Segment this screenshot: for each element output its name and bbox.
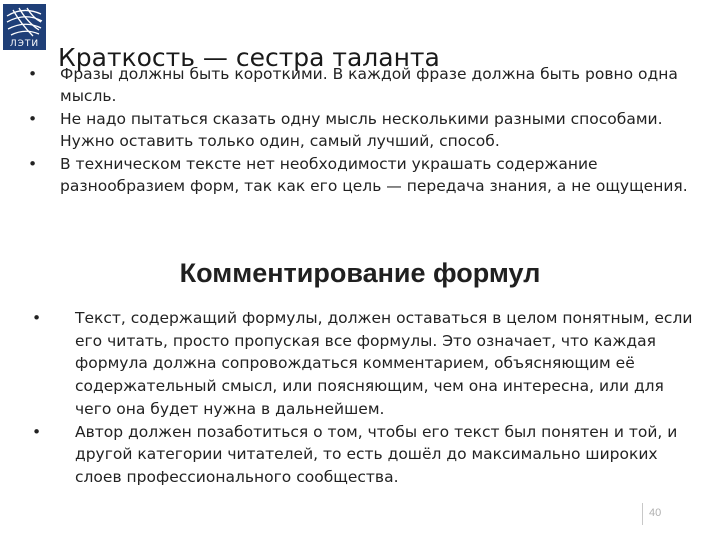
section1-bullet-list [18, 64, 698, 199]
list-item [18, 109, 698, 152]
bullet-icon: • [28, 155, 38, 173]
bullet-icon: • [28, 110, 38, 128]
list-item-text: Автор должен позаботиться о том, чтобы его текст был понятен и той, и другой категории читателей, то есть дошёл до максимально широких слоев профессионального сообщества. [75, 422, 678, 486]
page-number-divider [642, 503, 643, 525]
list-item [18, 154, 698, 197]
bullet-icon: • [28, 65, 38, 83]
university-logo [3, 4, 46, 50]
list-item [30, 307, 698, 421]
page-number: 40 [649, 507, 662, 519]
logo-text: ЛЭТИ [9, 39, 40, 49]
list-item-text: Не надо пытаться сказать одну мысль несколькими разными способами. Нужно оставить только один, самый лучший, способ. [60, 110, 663, 150]
section2-bullet-list [30, 307, 698, 489]
bullet-icon: • [32, 309, 42, 327]
list-item-text: Текст, содержащий формулы, должен оставаться в целом понятным, если его читать, просто пропуская все формулы. Это означает, что каждая формула должна сопровождаться комментарием, объясняющим её содержательный смысл, или поясняющим, чем она интересна, или для чего она будет нужна в дальнейшем. [75, 309, 693, 418]
bullet-icon: • [32, 422, 42, 441]
list-item [30, 421, 698, 489]
list-item-text: В техническом тексте нет необходимости украшать содержание разнообразием форм, так как его цель — передача знания, а не ощущения. [60, 155, 688, 195]
section2-title: Комментирование формул [179, 258, 541, 288]
list-item-text: Фразы должны быть короткими. В каждой фразе должна быть ровно одна мысль. [60, 65, 678, 105]
section1-title: Краткость — сестра таланта [58, 43, 440, 72]
